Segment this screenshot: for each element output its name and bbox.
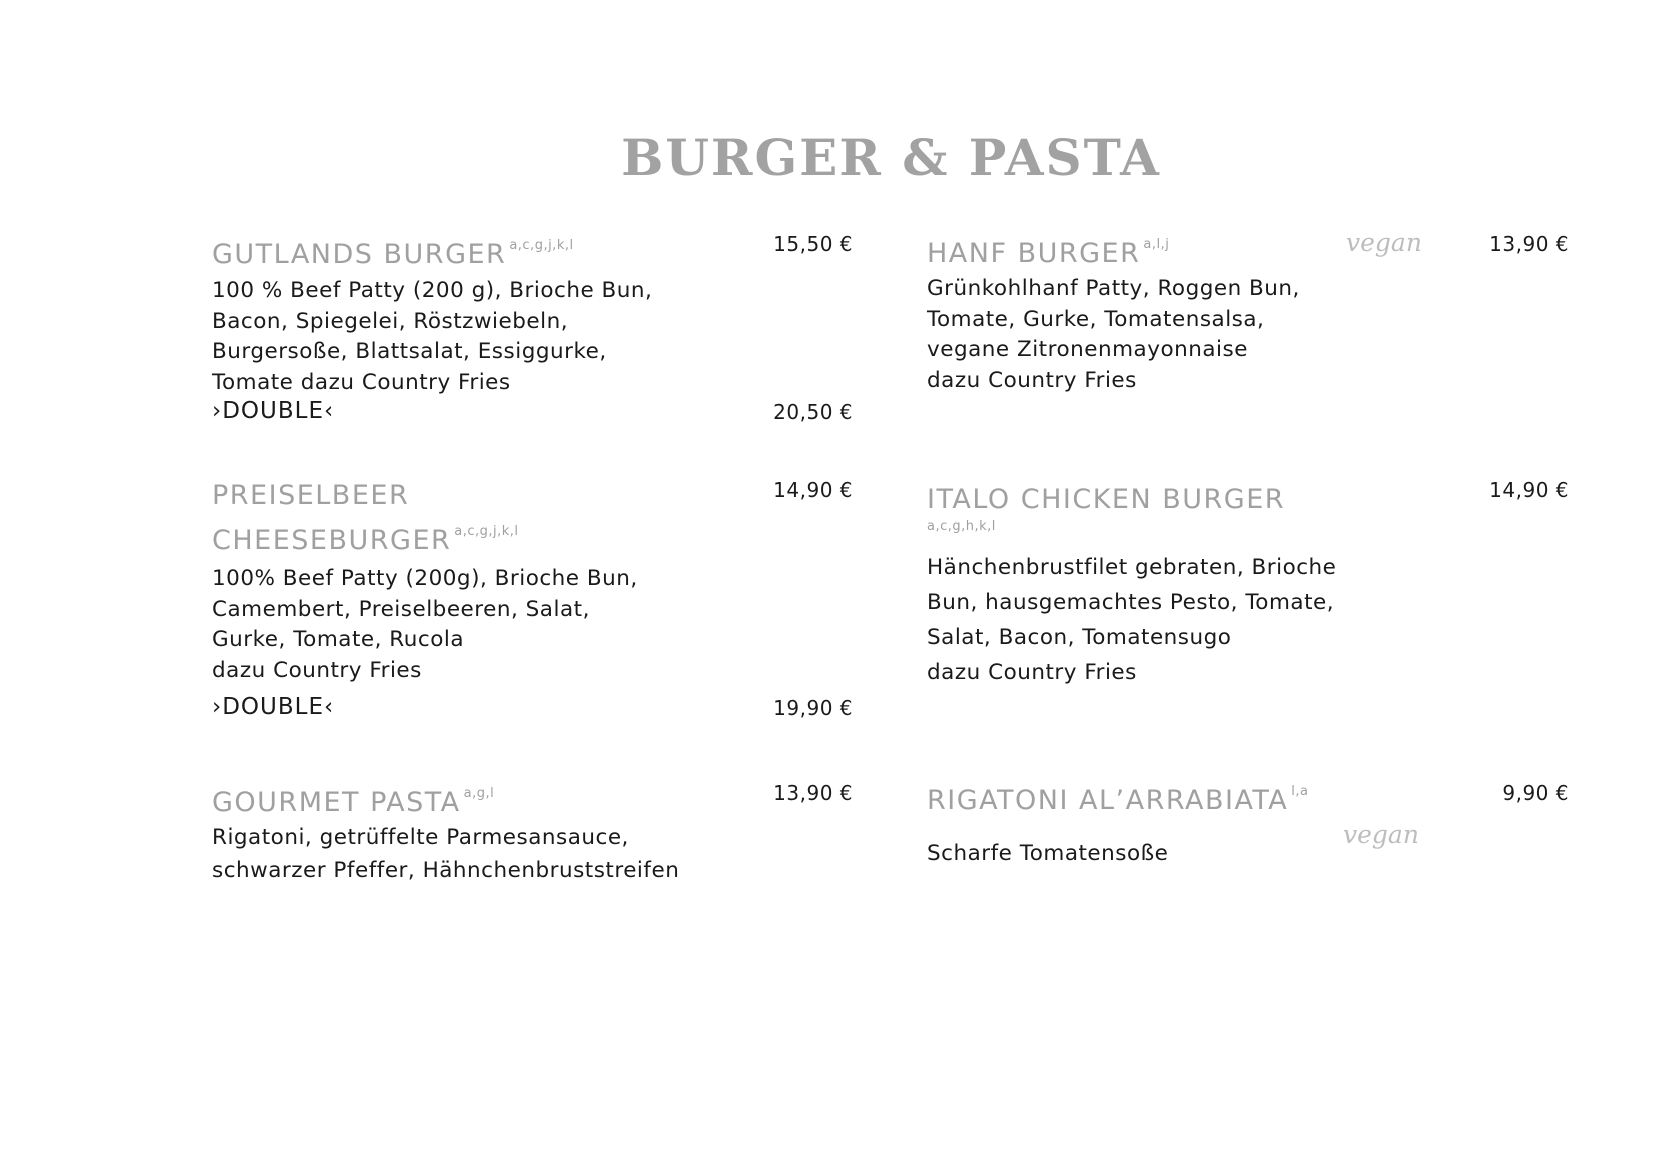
menu-item-hanf-burger (927, 227, 1300, 396)
menu-item-gourmet-pasta (212, 776, 679, 887)
vegan-tag: vegan (1343, 820, 1419, 849)
allergen-codes: l,a (1291, 784, 1309, 799)
allergen-codes: a,c,g,j,k,l (454, 524, 519, 539)
item-description (212, 276, 652, 398)
page-title: BURGER & PASTA (621, 128, 1161, 187)
item-name (212, 776, 679, 821)
vegan-tag: vegan (1346, 228, 1422, 257)
item-name (212, 514, 638, 559)
description-line: Rigatoni, getrüffelte Parmesansauce, (212, 825, 629, 850)
item-name-text: ITALO CHICKEN BURGER (927, 484, 1286, 515)
item-name-line: PREISELBEER (212, 480, 410, 511)
item-description (212, 821, 679, 887)
description-line: schwarzer Pfeffer, Hähnchenbruststreifen (212, 858, 680, 883)
double-option-label: ›DOUBLE‹ (212, 694, 335, 720)
menu-item-italo-chicken-burger (927, 482, 1336, 690)
item-name-text: GUTLANDS BURGER (212, 239, 507, 270)
item-description (927, 274, 1300, 396)
item-name-text: HANF BURGER (927, 238, 1141, 269)
description-line: Gurke, Tomate, Rucola (212, 627, 465, 652)
item-price: 14,90 € (1489, 478, 1569, 502)
item-price: 9,90 € (1502, 781, 1569, 805)
item-name (212, 228, 652, 273)
description-line: 100% Beef Patty (200g), Brioche Bun, (212, 566, 638, 591)
allergen-codes: a,c,g,j,k,l (509, 238, 574, 253)
allergen-codes: a,c,g,h,k,l (927, 519, 996, 534)
description-line: Burgersoße, Blattsalat, Essiggurke, (212, 339, 607, 364)
allergen-codes: a,l,j (1143, 237, 1170, 252)
menu-item-preiselbeer-cheeseburger (212, 478, 638, 686)
description-line: Scharfe Tomatensoße (927, 841, 1169, 866)
item-price: 15,50 € (773, 232, 853, 256)
item-name-text: GOURMET PASTA (212, 787, 461, 818)
description-line: Camembert, Preiselbeeren, Salat, (212, 596, 590, 622)
menu-item-rigatoni-arrabiata (927, 774, 1308, 869)
double-option-price: 20,50 € (773, 400, 853, 424)
item-price: 13,90 € (773, 781, 853, 805)
item-description (927, 839, 1308, 869)
item-name (927, 227, 1300, 272)
description-line: 100 % Beef Patty (200 g), Brioche Bun, (212, 278, 653, 303)
description-line: dazu Country Fries (212, 657, 422, 683)
double-option-price: 19,90 € (773, 696, 853, 720)
double-option-label: ›DOUBLE‹ (212, 398, 335, 424)
description-line: Tomate, Gurke, Tomatensalsa, (927, 306, 1265, 332)
description-line: Hänchenbrustfilet gebraten, Brioche (927, 555, 1337, 580)
description-line: dazu Country Fries (927, 367, 1137, 393)
menu-item-gutlands-burger (212, 228, 652, 398)
item-name-text: CHEESEBURGER (212, 525, 452, 556)
description-line: Bacon, Spiegelei, Röstzwiebeln, (212, 308, 569, 334)
description-line: Grünkohlhanf Patty, Roggen Bun, (927, 276, 1300, 301)
description-line: Tomate dazu Country Fries (212, 369, 511, 395)
description-line: dazu Country Fries (927, 660, 1137, 685)
item-name-text: RIGATONI AL’ARRABIATA (927, 785, 1289, 816)
description-line: Salat, Bacon, Tomatensugo (927, 625, 1232, 650)
item-description (927, 550, 1336, 690)
item-description (212, 564, 638, 686)
item-price: 14,90 € (773, 478, 853, 502)
item-price: 13,90 € (1489, 232, 1569, 256)
description-line: vegane Zitronenmayonnaise (927, 337, 1248, 362)
item-name (927, 774, 1308, 819)
description-line: Bun, hausgemachtes Pesto, Tomate, (927, 590, 1335, 615)
allergen-codes: a,g,l (463, 786, 495, 801)
